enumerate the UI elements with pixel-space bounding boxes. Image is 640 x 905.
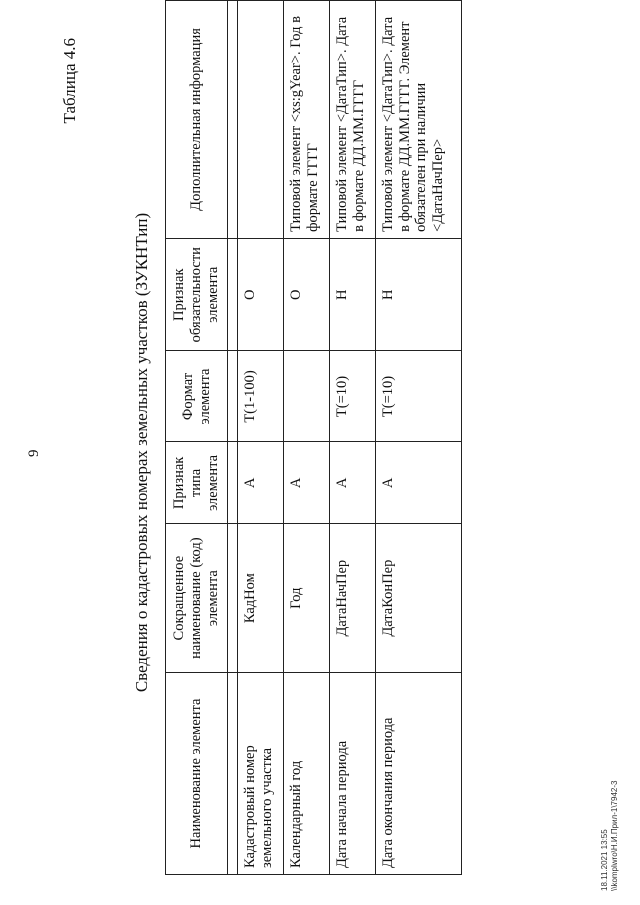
cell-code: ДатаНачПер xyxy=(330,524,376,673)
print-timestamp: 18.11.2021 13:55 xyxy=(600,829,609,891)
column-header-name: Наименование элемента xyxy=(166,672,228,874)
column-header-type: Признак типа элемента xyxy=(166,442,228,524)
cell-format: T(=10) xyxy=(376,351,462,442)
cell-type: А xyxy=(376,442,462,524)
cell-format: T(1-100) xyxy=(238,351,284,442)
cell-code: ДатаКонПер xyxy=(376,524,462,673)
cell-info: Типовой элемент <ДатаТип>. Дата в формате ДД.ММ.ГГГГ. Элемент обязателен при наличии <ДатаНачПер> xyxy=(376,1,462,239)
cell-required: Н xyxy=(330,238,376,351)
cell-type: А xyxy=(330,442,376,524)
cell-format xyxy=(284,351,330,442)
cell-required: О xyxy=(238,238,284,351)
column-header-info: Дополнительная информация xyxy=(166,1,228,239)
table-row xyxy=(238,1,284,875)
cell-format: T(=10) xyxy=(330,351,376,442)
cell-type: А xyxy=(284,442,330,524)
cell-info: Типовой элемент <xs:gYear>. Год в формате ГГГГ xyxy=(284,1,330,239)
table-row xyxy=(376,1,462,875)
table-header-row xyxy=(166,1,228,875)
page-number: 9 xyxy=(26,449,42,457)
cell-code: Год xyxy=(284,524,330,673)
cell-code: КадНом xyxy=(238,524,284,673)
cell-required: Н xyxy=(376,238,462,351)
column-header-required: Признак обязательности элемента xyxy=(166,238,228,351)
cell-name: Календарный год xyxy=(284,672,330,874)
column-header-code: Сокращенное наименование (код) элемента xyxy=(166,524,228,673)
table-caption: Таблица 4.6 xyxy=(60,38,79,124)
column-header-format: Формат элемента xyxy=(166,351,228,442)
table-spacer-row xyxy=(228,1,238,875)
print-file-path: \\komplwro\Н.И.Прил-1\7942-3 xyxy=(609,780,619,891)
cell-name: Кадастровый номер земельного участка xyxy=(238,672,284,874)
cell-type: А xyxy=(238,442,284,524)
cell-info xyxy=(238,1,284,239)
cell-name: Дата окончания периода xyxy=(376,672,462,874)
cell-name: Дата начала периода xyxy=(330,672,376,874)
cell-info: Типовой элемент <ДатаТип>. Дата в формате ДД.ММ.ГГГГ xyxy=(330,1,376,239)
elements-table xyxy=(165,0,462,875)
table-row xyxy=(284,1,330,875)
table-row xyxy=(330,1,376,875)
print-footer xyxy=(600,781,619,891)
cell-required: О xyxy=(284,238,330,351)
table-title: Сведения о кадастровых номерах земельных участков (ЗУКНТип) xyxy=(132,212,151,693)
